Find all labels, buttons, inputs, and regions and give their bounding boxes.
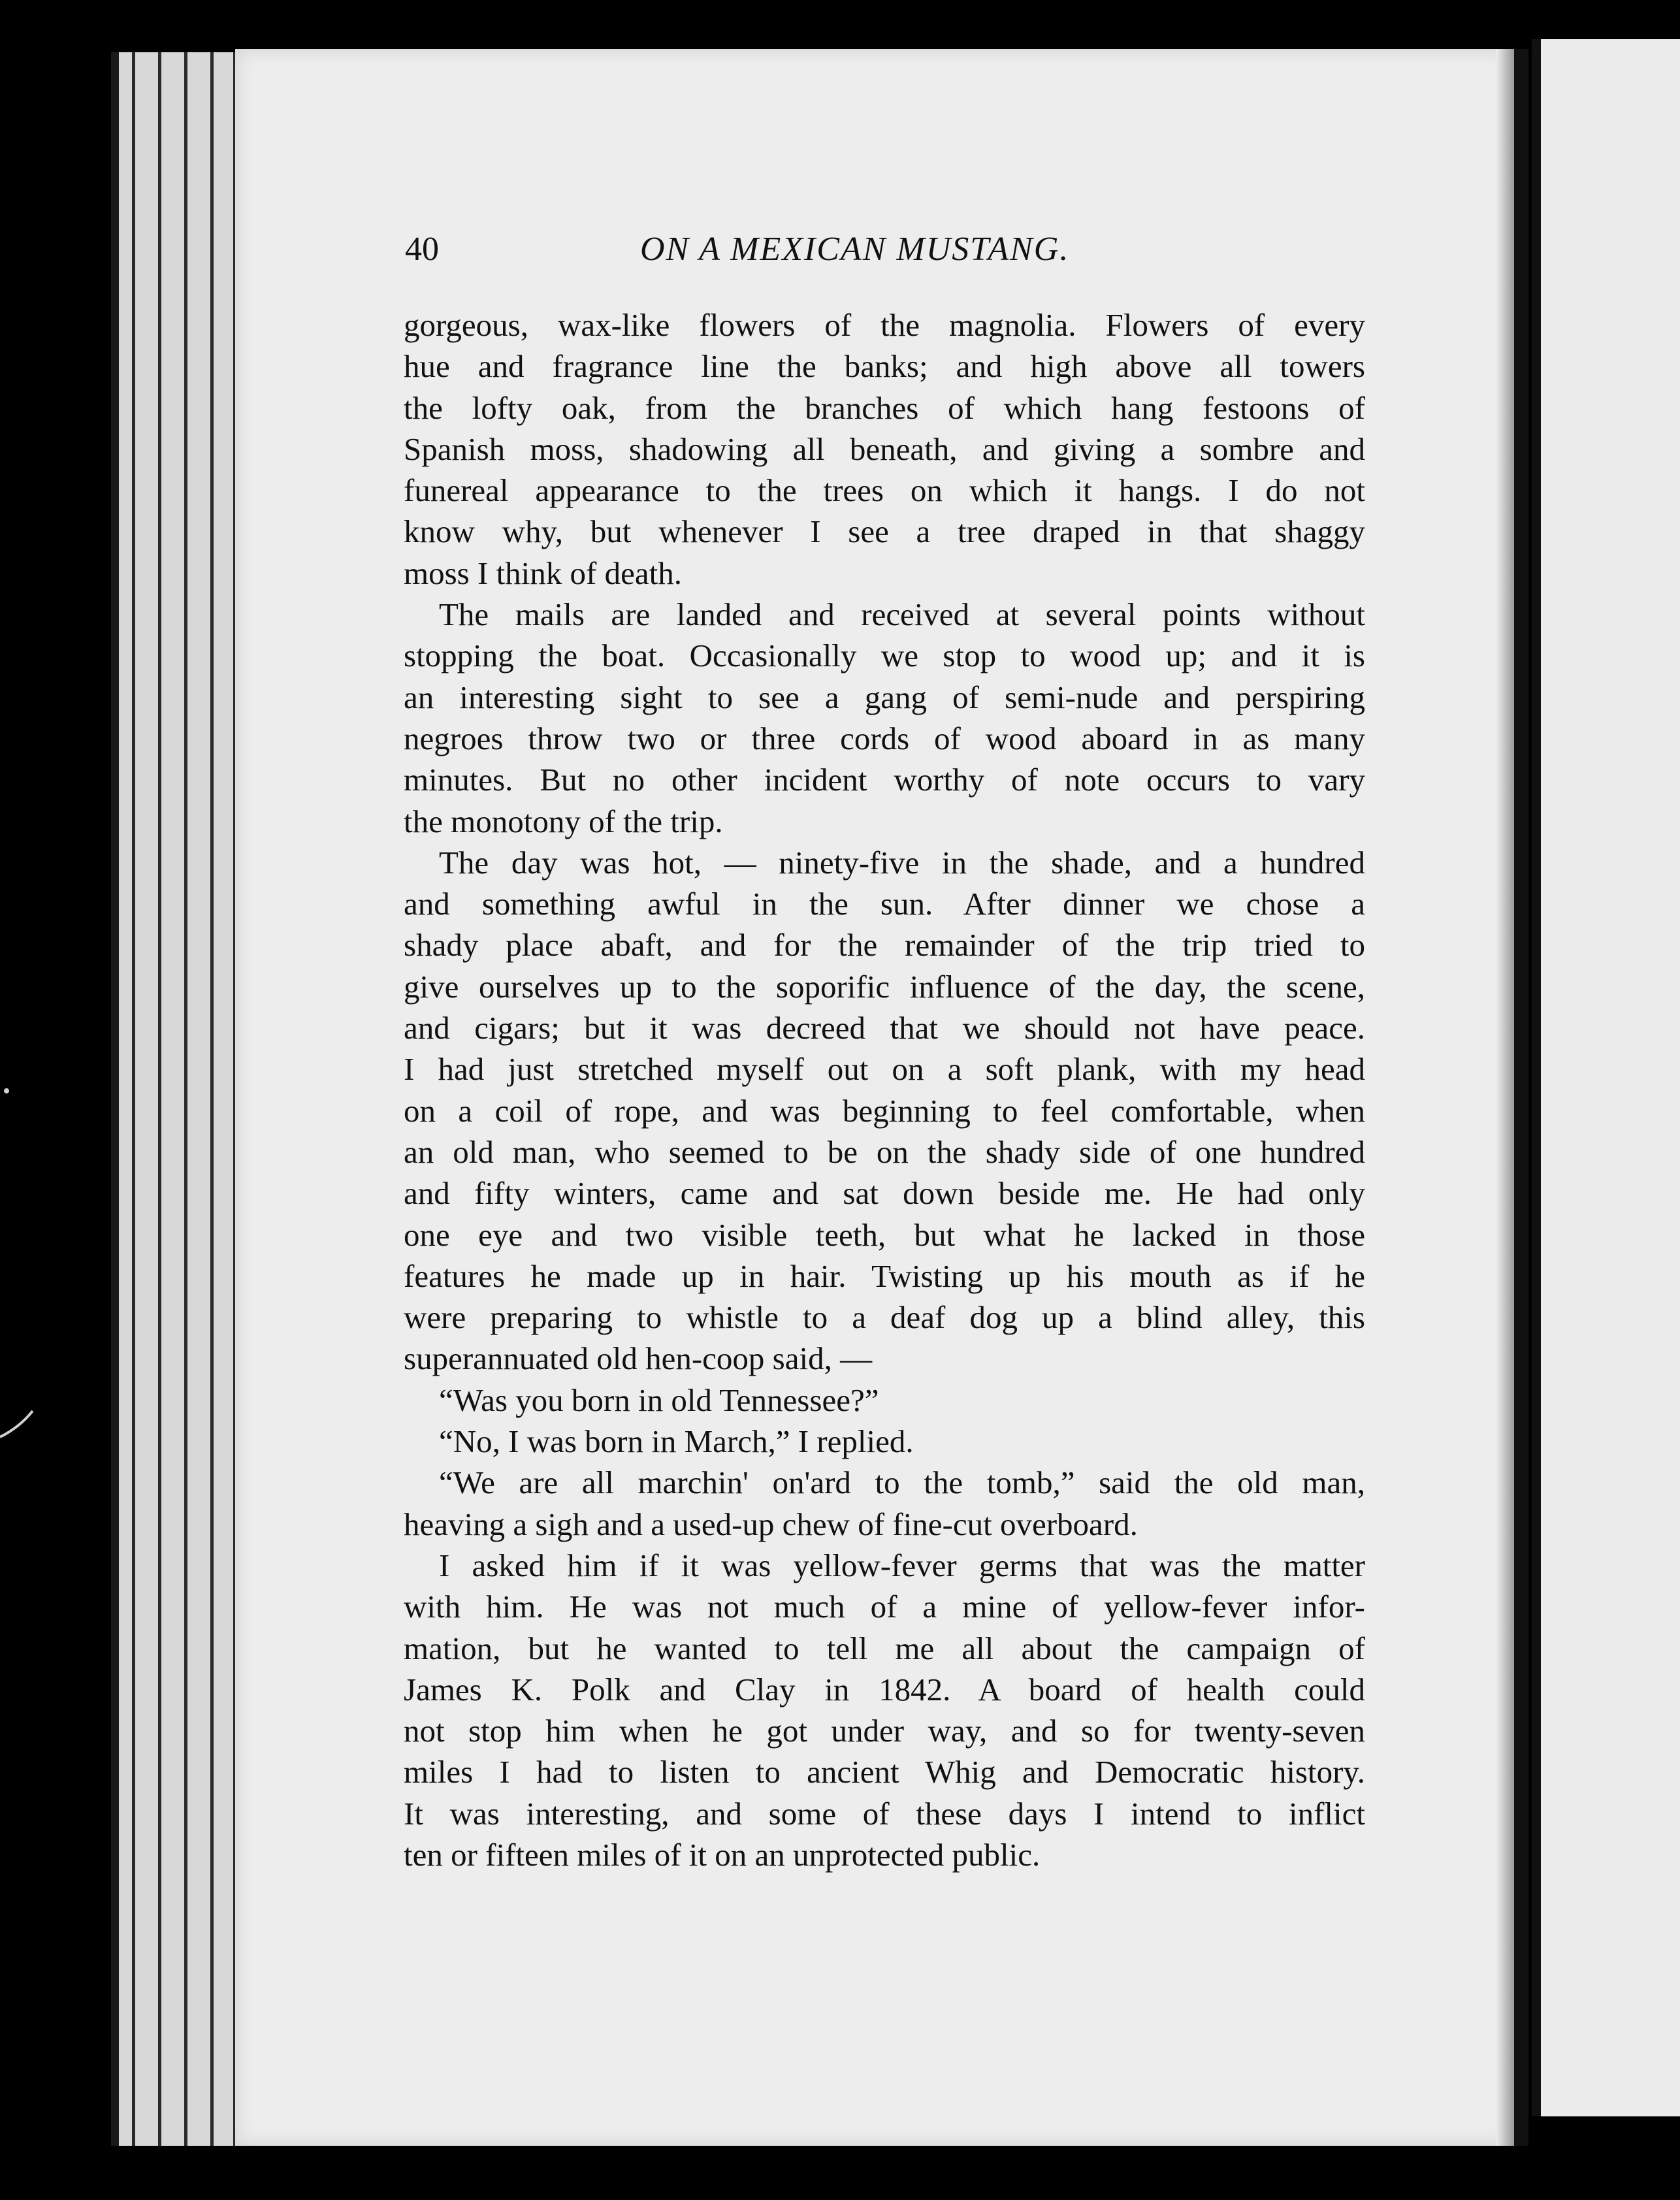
text-line: “We are all marchin' on'ard to the tomb,” said the old man, <box>439 1464 1365 1501</box>
text-line: I asked him if it was yellow-fever germs that was the matter <box>439 1547 1365 1583</box>
text-line: give ourselves up to the soporific influence of the day, the scene, <box>404 968 1365 1005</box>
text-line: the lofty oak, from the branches of which hang festoons of <box>404 389 1365 426</box>
text-line: heaving a sigh and a used-up chew of fine-cut overboard. <box>404 1506 1138 1542</box>
text-line: hue and fragrance line the banks; and high above all towers <box>404 348 1365 385</box>
text-line: not stop him when he got under way, and so for twenty-seven <box>404 1713 1365 1749</box>
text-line: and something awful in the sun. After dinner we chose a <box>404 886 1365 922</box>
page-gutter <box>1514 49 1528 2146</box>
paragraph <box>404 594 1365 842</box>
text-line: an interesting sight to see a gang of semi-nude and perspiring <box>404 679 1365 715</box>
text-line: funereal appearance to the trees on which it hangs. I do not <box>404 472 1365 509</box>
text-line: an old man, who seemed to be on the shady side of one hundred <box>404 1133 1365 1170</box>
page-edge-line <box>158 52 161 2146</box>
text-line: “Was you born in old Tennessee?” <box>439 1382 879 1418</box>
text-line: stopping the boat. Occasionally we stop to wood up; and it is <box>404 638 1365 674</box>
text-line: “No, I was born in March,” I replied. <box>439 1423 914 1460</box>
text-line: Spanish moss, shadowing all beneath, and giving a sombre and <box>404 430 1365 467</box>
text-line: know why, but whenever I see a tree draped in that shaggy <box>404 513 1365 550</box>
text-line: superannuated old hen-coop said, — <box>404 1340 873 1377</box>
paragraph <box>404 1380 1365 1421</box>
text-line: gorgeous, wax-like flowers of the magnolia. Flowers of every <box>404 307 1365 343</box>
text-line: minutes. But no other incident worthy of note occurs to vary <box>404 762 1365 798</box>
running-title: ON A MEXICAN MUSTANG. <box>640 231 1070 268</box>
text-line: James K. Polk and Clay in 1842. A board of health could <box>404 1671 1365 1707</box>
scan-speck <box>4 1088 9 1093</box>
text-line: ten or fifteen miles of it on an unprotected public. <box>404 1836 1041 1873</box>
text-line: and fifty winters, came and sat down beside me. He had only <box>404 1175 1365 1212</box>
text-line: mation, but he wanted to tell me all about the campaign of <box>404 1630 1365 1666</box>
text-line: shady place abaft, and for the remainder of the trip tried to <box>404 927 1365 963</box>
scan-scratch <box>0 1411 33 1437</box>
paragraph <box>404 1545 1365 1875</box>
binding-shadow <box>1496 49 1514 2146</box>
text-line: moss I think of death. <box>404 555 682 591</box>
paragraph <box>404 1462 1365 1545</box>
text-line: The mails are landed and received at several points without <box>439 596 1365 633</box>
page-stack-edges <box>111 52 243 2146</box>
paragraph <box>404 842 1365 1380</box>
text-line: and cigars; but it was decreed that we should not have peace. <box>404 1010 1365 1046</box>
text-line: features he made up in hair. Twisting up his mouth as if he <box>404 1257 1365 1294</box>
text-line: I had just stretched myself out on a soft plank, with my head <box>404 1051 1365 1088</box>
facing-page <box>1532 39 1680 2116</box>
paragraph <box>404 304 1365 594</box>
text-line: on a coil of rope, and was beginning to feel comfortable, when <box>404 1092 1365 1129</box>
scan-artifact-marks <box>0 1071 39 1463</box>
text-line: with him. He was not much of a mine of yellow-fever infor- <box>404 1589 1365 1625</box>
running-head <box>405 230 1365 282</box>
page-number: 40 <box>405 231 439 268</box>
paragraph <box>404 1421 1365 1462</box>
text-line: The day was hot, — ninety-five in the shade, and a hundred <box>439 844 1365 881</box>
text-line: negroes throw two or three cords of wood aboard in as many <box>404 720 1365 756</box>
text-line: the monotony of the trip. <box>404 803 723 839</box>
body-text <box>404 304 1365 1875</box>
text-line: were preparing to whistle to a deaf dog up a blind alley, this <box>404 1299 1365 1336</box>
page-edge-line <box>184 52 187 2146</box>
text-line: one eye and two visible teeth, but what he lacked in those <box>404 1216 1365 1253</box>
text-line: miles I had to listen to ancient Whig and Democratic history. <box>404 1754 1365 1790</box>
page-edge-line <box>132 52 135 2146</box>
page-edge-line <box>210 52 214 2146</box>
text-line: It was interesting, and some of these days I intend to inflict <box>404 1795 1365 1832</box>
